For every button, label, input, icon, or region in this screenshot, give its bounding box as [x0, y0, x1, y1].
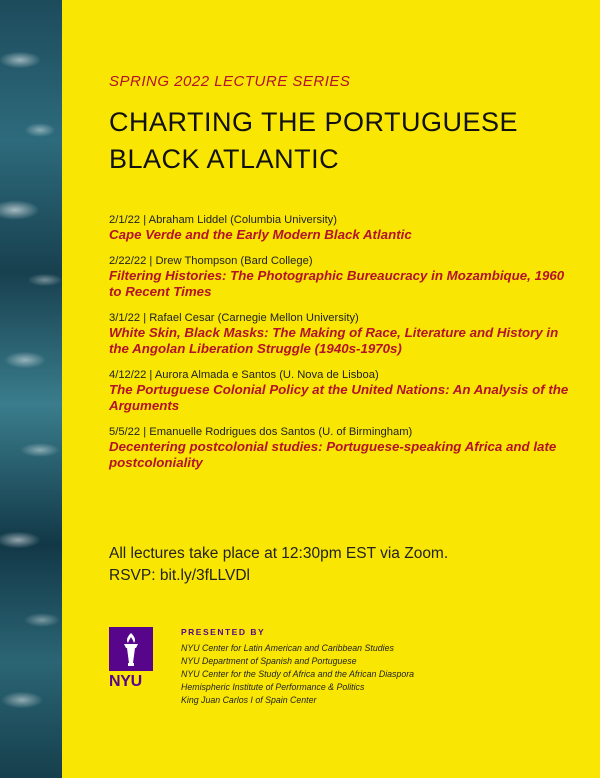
list-item: [109, 311, 569, 357]
presented-by-label: PRESENTED BY: [181, 627, 266, 637]
sponsor-item: NYU Center for the Study of Africa and the African Diaspora: [181, 669, 415, 679]
lecture-meta: 2/1/22 | Abraham Liddel (Columbia University): [109, 214, 338, 226]
nyu-logo: [109, 627, 153, 689]
sponsor-item: NYU Center for Latin American and Caribbean Studies: [181, 643, 394, 653]
torch-icon: [109, 627, 153, 671]
list-item: [109, 425, 569, 471]
presented-by-section: [181, 627, 581, 707]
lecture-meta: 4/12/22 | Aurora Almada e Santos (U. Nova de Lisboa): [109, 369, 379, 381]
rsvp-link[interactable]: RSVP: bit.ly/3fLLVDl: [109, 567, 250, 584]
lecture-meta: 3/1/22 | Rafael Cesar (Carnegie Mellon University): [109, 312, 359, 324]
event-time-text: All lectures take place at 12:30pm EST via Zoom.: [109, 545, 449, 562]
sponsor-item: Hemispheric Institute of Performance & Politics: [181, 682, 365, 692]
ocean-image-strip: [0, 0, 62, 778]
event-info: [109, 543, 448, 587]
lecture-title: The Portuguese Colonial Policy at the United Nations: An Analysis of the Arguments: [109, 382, 569, 413]
lecture-title: White Skin, Black Masks: The Making of Race, Literature and History in the Angolan Liberation Struggle (1940s-1970s): [109, 325, 559, 356]
list-item: [109, 368, 569, 414]
nyu-logo-text: NYU: [109, 673, 142, 690]
lecture-list: [109, 213, 569, 482]
page-title: [109, 104, 579, 178]
title-line-1: CHARTING THE PORTUGUESE: [109, 107, 519, 137]
series-label: SPRING 2022 LECTURE SERIES: [109, 73, 351, 90]
list-item: [109, 254, 569, 300]
lecture-title: Cape Verde and the Early Modern Black Atlantic: [109, 227, 412, 242]
list-item: [109, 213, 569, 243]
lecture-title: Decentering postcolonial studies: Portuguese-speaking Africa and late postcoloniality: [109, 439, 557, 470]
lecture-meta: 5/5/22 | Emanuelle Rodrigues dos Santos (U. of Birmingham): [109, 426, 413, 438]
sponsor-item: King Juan Carlos I of Spain Center: [181, 695, 317, 705]
lecture-title: Filtering Histories: The Photographic Bureaucracy in Mozambique, 1960 to Recent Times: [109, 268, 565, 299]
lecture-meta: 2/22/22 | Drew Thompson (Bard College): [109, 255, 313, 267]
title-line-2: BLACK ATLANTIC: [109, 144, 340, 174]
sponsor-item: NYU Department of Spanish and Portuguese: [181, 656, 357, 666]
